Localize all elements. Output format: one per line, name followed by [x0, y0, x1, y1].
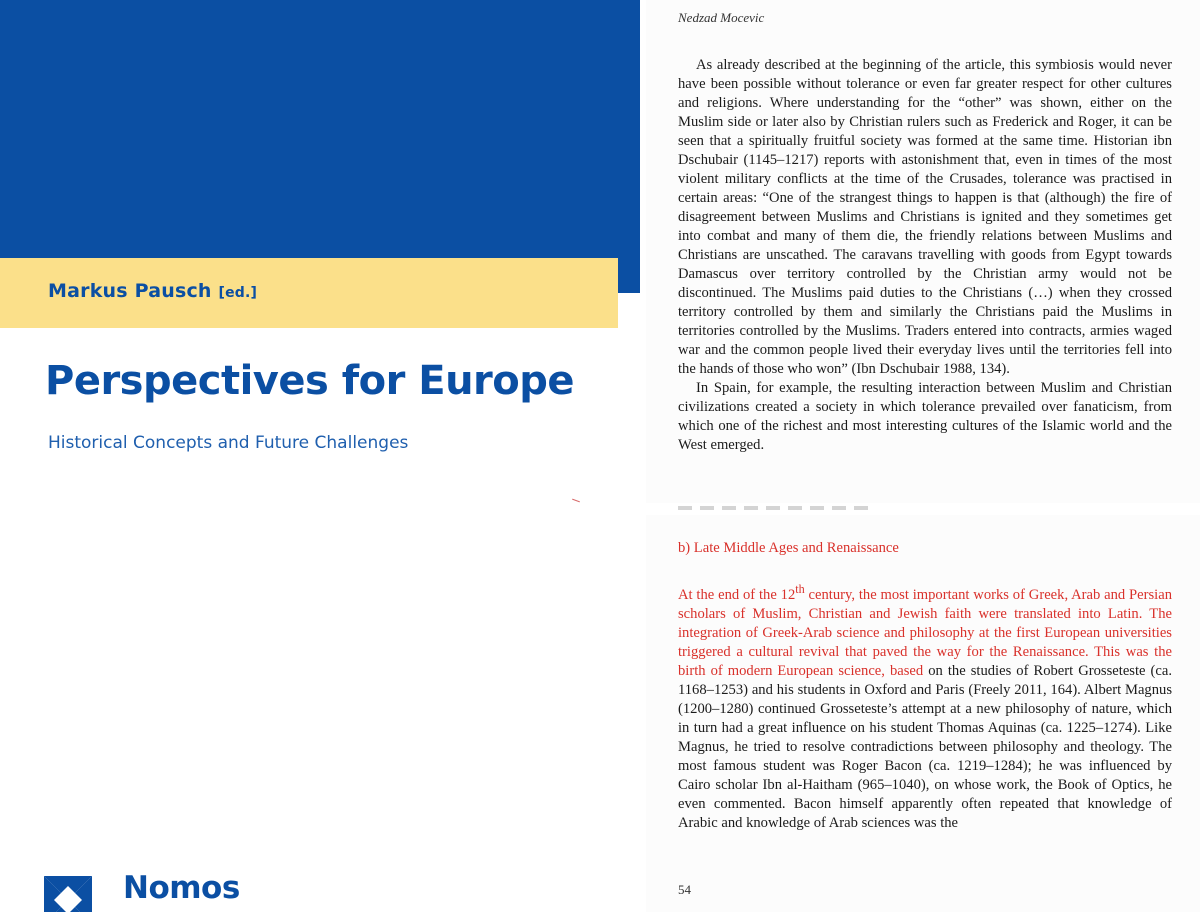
- book-subtitle: Historical Concepts and Future Challenges: [48, 433, 409, 453]
- highlight-before-sup: At the end of the 12: [678, 586, 796, 603]
- book-page: [646, 0, 1200, 912]
- highlight-after-sup: century, the most important works of Greek, Arab and Persian scholars of Muslim, Christian and Jewish faith were translated into Latin. The integration of Greek-Arab science and philosophy at the first European universities triggered a cultural revival that paved the way for the Renaissance. This was the birth of modern European science, based: [678, 586, 1172, 679]
- publisher-name: Nomos: [123, 870, 240, 906]
- scan-fragment: [678, 506, 868, 510]
- page-number: 54: [678, 882, 691, 897]
- paragraph-rest: on the studies of Robert Grosseteste (ca. 1168–1253) and his students in Oxford and Paris (Freely 2011, 164). Albert Magnus (1200–1280) continued Grosseteste’s attempt at a new philosophy of nature, which in turn had a great influence on his student Thomas Aquinas (ca. 1225–1274). Like Magnus, he tried to resolve contradictions between philosophy and theology. The most famous student was Roger Bacon (ca. 1219–1284); he was influenced by Cairo scholar Ibn al-Haitham (965–1040), on whose work, the Book of Optics, he even commented. Bacon himself apparently often repeated that knowledge of Arabic and knowledge of Arab sciences was the: [678, 662, 1172, 831]
- paragraph-symbiosis: As already described at the beginning of the article, this symbiosis would never have been possible without tolerance or even far greater respect for other cultures and religions. Where understanding for the “other” was shown, either on the Muslim side or later also by Christian rulers such as Frederick and Roger, it can be seen that a spiritually fruitful society was formed at the same time. Historian ibn Dschubair (1145–1217) reports with astonishment that, even in times of the most violent military conflicts at the time of the Crusades, tolerance was practised in certain areas: “One of the strangest things to happen is that (although) the fire of disagreement between Muslims and Christians is ignited and they sometimes get into combat and many of them die, the friendly relations between Muslims and Christians are unscathed. The caravans travelling with goods from Egypt towards Damascus over territory controlled by the Christian army would not be discontinued. The Muslims paid duties to the Christians (…) when they crossed territory controlled by them and similarly the Christians paid the Muslims in territories controlled by the Muslims. Traders entered into contracts, armies waged war and the common people lived their everyday lives until the territories fell into the hands of those who won” (Ibn Dschubair 1988, 134).: [678, 57, 1172, 377]
- page-text-top: [678, 56, 1172, 455]
- section-heading: b) Late Middle Ages and Renaissance: [678, 540, 899, 556]
- book-title: Perspectives for Europe: [45, 358, 575, 404]
- paragraph-spain: In Spain, for example, the resulting interaction between Muslim and Christian civilizations created a society in which tolerance prevailed over fanaticism, from which one of the richest and most interesting cultures of the Islamic world and the West emerged.: [678, 380, 1172, 453]
- scan-mark: [572, 499, 580, 503]
- editor-name: Markus Pausch: [48, 280, 212, 302]
- editor-suffix: [ed.]: [218, 285, 258, 301]
- page-text-bottom: [678, 580, 1172, 833]
- nomos-diamond-logo-icon: [44, 876, 92, 912]
- paragraph-late-middle-ages: [678, 580, 1172, 833]
- cover-blue-band: [0, 0, 640, 293]
- running-head: Nedzad Mocevic: [678, 10, 765, 25]
- cover-editor: [48, 280, 257, 302]
- highlight-sup: th: [795, 582, 805, 596]
